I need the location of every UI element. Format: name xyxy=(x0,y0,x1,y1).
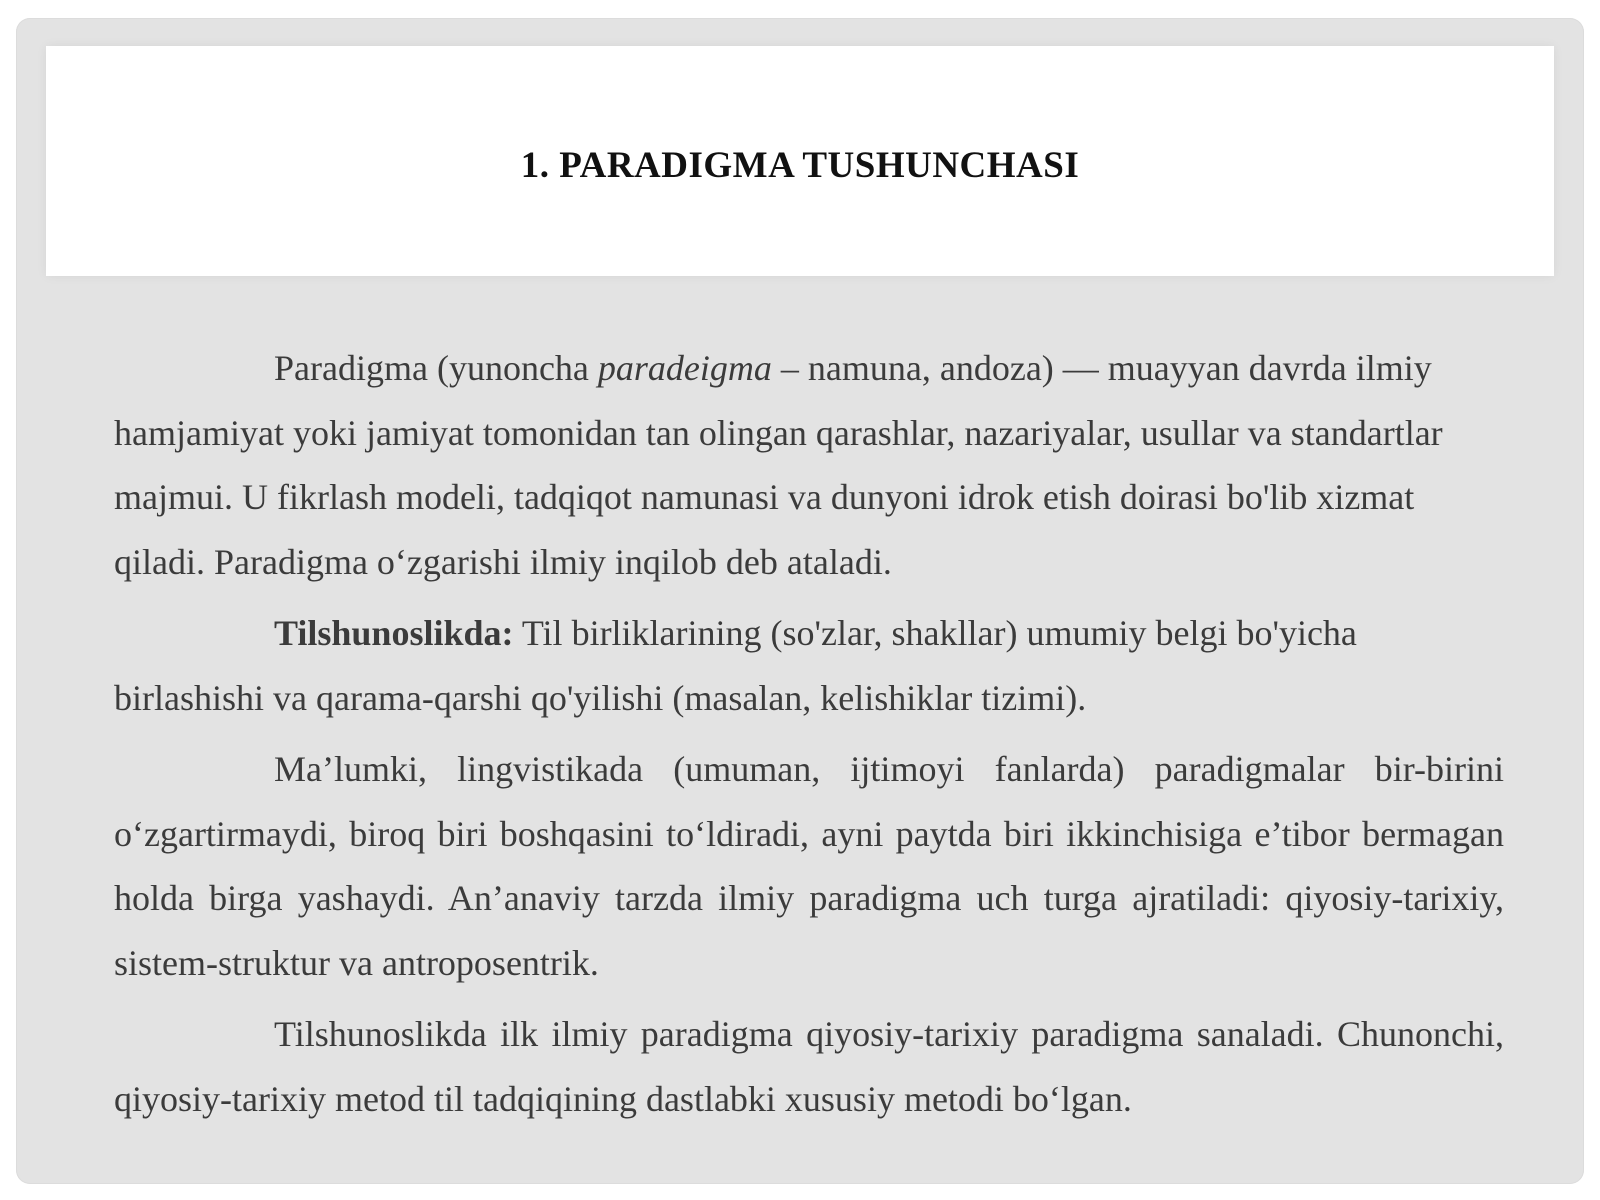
linguistics-term: Tilshunoslikda: xyxy=(274,613,514,653)
paragraph-linguistics xyxy=(114,601,1504,730)
paragraph-definition xyxy=(114,336,1504,594)
definition-lead: Paradigma (yunoncha xyxy=(274,348,598,388)
slide-body xyxy=(114,336,1504,1138)
greek-term: paradeigma xyxy=(597,348,772,388)
title-panel xyxy=(46,46,1554,276)
slide-title: 1. PARADIGMA TUSHUNCHASI xyxy=(520,145,1080,186)
linguistics-text: Til birliklarining (so'zlar, shakllar) umumiy belgi bo'yicha birlashishi va qarama-qarshi qo'yilishi (masalan, kelishiklar tizimi). xyxy=(114,613,1357,718)
slide xyxy=(16,18,1584,1184)
paragraph-paradigm-types: Ma’lumki, lingvistikada (umuman, ijtimoyi fanlarda) paradigmalar bir-birini o‘zgartirmaydi, biroq biri boshqasini to‘ldiradi, ayni paytda biri ikkinchisiga e’tibor bermagan holda birga yashaydi. An’anaviy tarzda ilmiy paradigma uch turga ajratiladi: qiyosiy-tarixiy, sistem-struktur va antroposentrik. xyxy=(114,749,1504,983)
paragraph-first-paradigm: Tilshunoslikda ilk ilmiy paradigma qiyosiy-tarixiy paradigma sanaladi. Chunonchi, qiyosiy-tarixiy metod til tadqiqining dastlabki xususiy metodi bo‘lgan. xyxy=(114,1014,1504,1119)
definition-text: – namuna, andoza) — muayyan davrda ilmiy hamjamiyat yoki jamiyat tomonidan tan olingan qarashlar, nazariyalar, usullar va standartlar majmui. U fikrlash modeli, tadqiqot namunasi va dunyoni idrok etish doirasi bo'lib xizmat qiladi. Paradigma o‘zgarishi ilmiy inqilob deb ataladi. xyxy=(114,348,1443,582)
